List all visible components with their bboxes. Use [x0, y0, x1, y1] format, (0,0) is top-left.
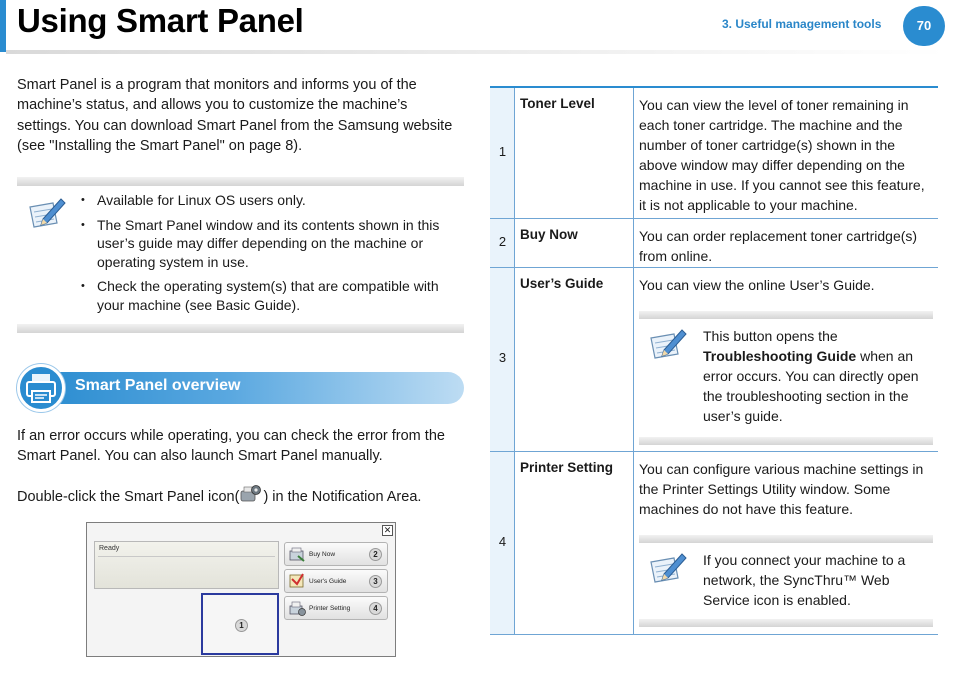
section-reference[interactable]: 3. Useful management tools — [722, 17, 882, 31]
table-row — [490, 452, 938, 635]
callout-badge: 2 — [369, 548, 382, 561]
smart-panel-tray-icon — [240, 484, 262, 504]
note-top-rule — [639, 535, 933, 543]
row-description-cell — [634, 268, 938, 451]
double-click-paragraph: Double-click the Smart Panel icon( ) in the Notification Area. — [17, 484, 421, 507]
guide-book-icon — [288, 572, 306, 590]
cart-icon — [288, 545, 306, 563]
inline-note-box — [639, 535, 933, 627]
note-bottom-rule — [639, 437, 933, 445]
intro-line: settings. You can download Smart Panel from the Samsung website — [17, 117, 453, 134]
status-text: Ready — [99, 545, 120, 552]
note-bullet-list — [81, 191, 461, 320]
row-number-cell: 3 — [490, 268, 515, 451]
intro-line: machine’s status, and allows you to customize the machine’s — [17, 97, 408, 114]
toner-level-area — [201, 593, 279, 655]
section-icon-circle — [17, 364, 65, 412]
callout-badge: 1 — [235, 619, 248, 632]
inline-note-box — [639, 311, 933, 445]
printer-section-icon — [20, 367, 62, 409]
status-display — [94, 541, 279, 589]
row-name-cell: Buy Now — [515, 219, 634, 267]
row-description-cell — [634, 219, 938, 267]
section-heading: Smart Panel overview — [75, 377, 241, 394]
note-bullet-item: • Check the operating system(s) that are compatible with your machine (see Basic Guide). — [81, 277, 461, 314]
intro-line: (see "Installing the Smart Panel" on page 8). — [17, 137, 303, 154]
row-description-cell — [634, 88, 938, 218]
printer-setting-icon — [288, 599, 306, 617]
row-description: You can order replacement toner cartridge(s) from online. — [639, 228, 918, 264]
overview-paragraph — [17, 426, 445, 467]
pen-note-icon — [648, 326, 688, 360]
row-number-cell: 2 — [490, 219, 515, 267]
pen-note-icon — [27, 195, 67, 229]
row-name-cell: Toner Level — [515, 88, 634, 218]
note-box — [17, 177, 464, 333]
pen-note-icon — [648, 550, 688, 584]
section-heading-bar — [17, 364, 464, 404]
row-name-cell: Printer Setting — [515, 452, 634, 634]
header-accent-bar — [0, 0, 6, 52]
row-number-cell: 4 — [490, 452, 515, 634]
row-description: You can view the online User’s Guide. — [639, 277, 875, 293]
callout-badge: 4 — [369, 602, 382, 615]
page-number-badge: 70 — [903, 6, 945, 46]
inline-note-text: This button opens the Troubleshooting Guide when an error occurs. You can directly open the troubleshooting section in the user’s guide. — [703, 328, 919, 424]
table-row — [490, 88, 938, 219]
intro-paragraph — [17, 75, 452, 156]
overview-line: Smart Panel. You can also launch Smart Panel manually. — [17, 448, 383, 465]
close-icon[interactable]: ✕ — [383, 525, 392, 535]
users-guide-button[interactable]: User's Guide 3 — [284, 569, 388, 593]
note-bullet-item: • The Smart Panel window and its contents shown in this user’s guide may differ depending on the machine or operating system in use. — [81, 216, 461, 272]
status-divider — [98, 556, 275, 557]
row-number-cell: 1 — [490, 88, 515, 218]
smart-panel-window-figure — [86, 522, 396, 657]
page-title: Using Smart Panel — [17, 2, 304, 39]
note-bullet-item: • Available for Linux OS users only. — [81, 191, 461, 210]
printer-setting-button[interactable]: Printer Setting 4 — [284, 596, 388, 620]
row-description: You can configure various machine settings in the Printer Settings Utility window. Some machines do not have this feature. — [639, 461, 924, 517]
note-bottom-rule — [17, 324, 464, 333]
row-name-cell: User’s Guide — [515, 268, 634, 451]
row-description-cell — [634, 452, 938, 634]
header-rule — [6, 50, 946, 54]
note-top-rule — [639, 311, 933, 319]
table-row — [490, 219, 938, 268]
callout-badge: 3 — [369, 575, 382, 588]
inline-note-text: If you connect your machine to a network, the SyncThru™ Web Service icon is enabled. — [703, 552, 906, 608]
note-top-rule — [17, 177, 464, 186]
row-description: You can view the level of toner remaining in each toner cartridge. The machine and the number of toner cartridge(s) shown in the above window may differ depending on the machine in use. If you cannot see this feature, it is not applicable to your machine. — [639, 97, 925, 213]
table-row — [490, 268, 938, 452]
intro-line: Smart Panel is a program that monitors and informs you of the — [17, 77, 417, 93]
buy-now-button[interactable]: Buy Now 2 — [284, 542, 388, 566]
note-bottom-rule — [639, 619, 933, 627]
overview-line: If an error occurs while operating, you can check the error from the — [17, 428, 445, 444]
